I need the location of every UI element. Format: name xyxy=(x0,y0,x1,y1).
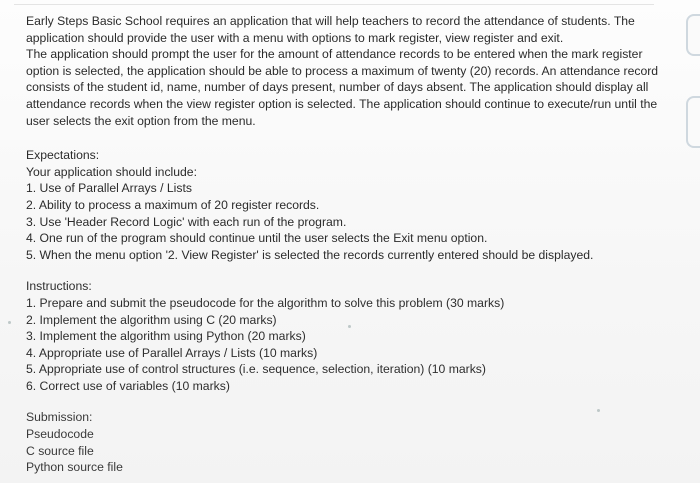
intro-line: user selects the exit option from the menu. xyxy=(26,113,256,128)
expectations-section xyxy=(26,147,662,263)
instruction-item: 4. Appropriate use of Parallel Arrays / Lists (10 marks) xyxy=(26,345,318,360)
margin-bracket-top xyxy=(686,14,700,56)
submission-heading: Submission: xyxy=(26,410,93,425)
instructions-section xyxy=(26,278,662,394)
instruction-item: 2. Implement the algorithm using C (20 marks) xyxy=(26,312,277,327)
speck xyxy=(8,321,11,324)
expectation-item: 3. Use 'Header Record Logic' with each run of the program. xyxy=(26,214,347,229)
intro-line: attendance records when the view register option is selected. The application should continue to execute/run until the xyxy=(26,96,658,111)
instructions-heading: Instructions: xyxy=(26,279,92,294)
expectation-item: 5. When the menu option '2. View Register' is selected the records currently entered should be displayed. xyxy=(26,247,594,262)
intro-line: consists of the student id, name, number of days present, number of days absent. The application should display all xyxy=(26,80,649,95)
intro-line: option is selected, the application should be able to process a maximum of twenty (20) records. An attendance record xyxy=(26,63,659,78)
expectations-subheading: Your application should include: xyxy=(26,164,197,179)
instruction-item: 1. Prepare and submit the pseudocode for the algorithm to solve this problem (30 marks) xyxy=(26,295,505,310)
intro-line: Early Steps Basic School requires an application that will help teachers to record the attendance of students. The xyxy=(26,14,635,28)
top-divider xyxy=(14,4,654,5)
instruction-item: 3. Implement the algorithm using Python (20 marks) xyxy=(26,329,306,344)
intro-line: The application should prompt the user for the amount of attendance records to be entered when the mark register xyxy=(26,47,643,62)
instruction-item: 5. Appropriate use of control structures (i.e. sequence, selection, iteration) (10 marks) xyxy=(26,362,486,377)
problem-description xyxy=(26,13,662,129)
document-body xyxy=(26,13,662,476)
expectations-heading: Expectations: xyxy=(26,148,100,163)
expectation-item: 1. Use of Parallel Arrays / Lists xyxy=(26,181,192,196)
expectation-item: 2. Ability to process a maximum of 20 register records. xyxy=(26,197,320,212)
submission-item: Pseudocode xyxy=(26,427,94,442)
submission-item: Python source file xyxy=(26,460,123,475)
margin-bracket-middle xyxy=(686,96,700,148)
expectation-item: 4. One run of the program should continue until the user selects the Exit menu option. xyxy=(26,231,488,246)
submission-item: C source file xyxy=(26,443,94,458)
submission-section xyxy=(26,409,662,475)
intro-line: application should provide the user with a menu with options to mark register, view register and exit. xyxy=(26,30,564,45)
instruction-item: 6. Correct use of variables (10 marks) xyxy=(26,378,230,393)
